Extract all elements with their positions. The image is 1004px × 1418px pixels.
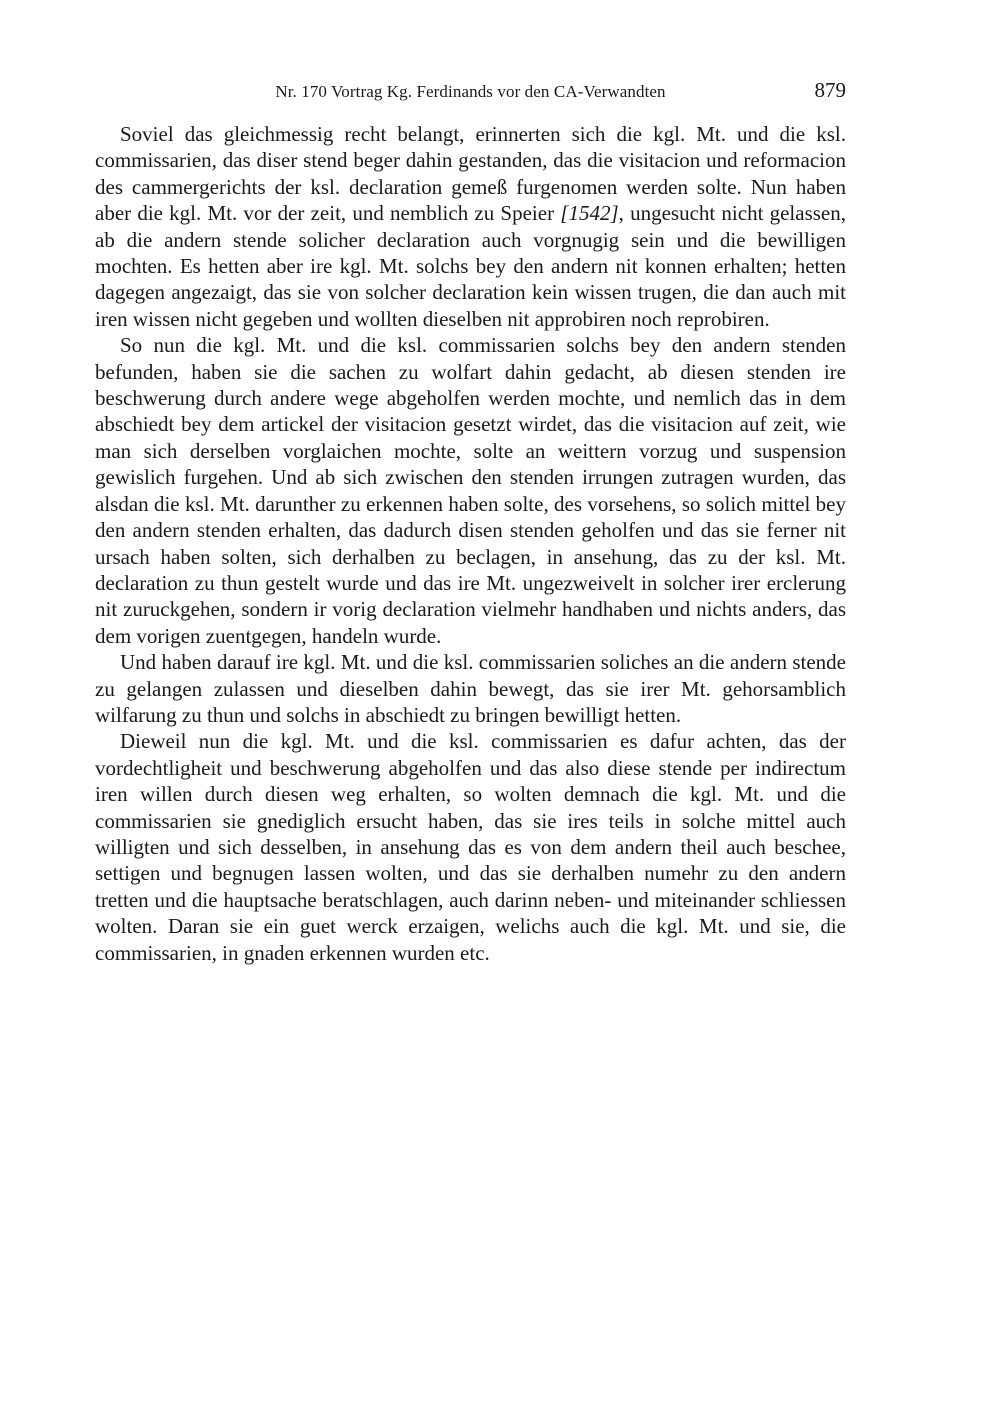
paragraph-1 <box>95 121 846 332</box>
paragraph-1-text-before: Soviel das gleichmessig recht belangt, erinnerten sich die kgl. Mt. und die ksl. commissarien, das diser stend beger dahin gestanden, das die visitacion und reformacion des cammergerichts der ksl. declaration gemeß furgenomen werden solte. Nun haben aber die kgl. Mt. vor der zeit, und nemblich zu Speier <box>95 122 846 226</box>
paragraph-3: Und haben darauf ire kgl. Mt. und die ksl. commissarien soliches an die andern stende zu gelangen zulassen und dieselben dahin bewegt, das sie irer Mt. gehorsamblich wilfarung zu thun und solchs in abschiedt zu bringen bewilligt hetten. <box>95 650 846 727</box>
page-header <box>95 78 846 108</box>
paragraph-2: So nun die kgl. Mt. und die ksl. commissarien solchs bey den andern stenden befunden, haben sie die sachen zu wolfart dahin gedacht, ab diesen stenden ire beschwerung durch andere wege abgeholfen werden mochte, und nemlich das in dem abschiedt bey dem artickel der visitacion gesetzt wirdet, das die visitacion auf zeit, wie man sich derselben vorglaichen mochte, solte an weittern vorzug und suspension gewislich furgehen. Und ab sich zwischen den stenden irrungen zutragen wurden, das alsdan die ksl. Mt. darunther zu erkennen haben solte, des vorsehens, so solich mittel bey den andern stenden erhalten, das dadurch disen stenden geholfen und das sie ferner nit ursach haben solten, sich derhalben zu beclagen, in ansehung, das zu der ksl. Mt. declaration zu thun gestelt wurde und das ire Mt. ungezweivelt in solcher irer erclerung nit zuruckgehen, sondern ir vorig declaration vielmehr handhaben und nichts anders, das dem vorigen zuentgegen, handeln wurde. <box>95 333 846 648</box>
paragraph-1-text-after: , ungesucht nicht gelassen, ab die andern stende solicher declaration auch vorgnugig sein und die bewilligen mochten. Es hetten aber ire kgl. Mt. solchs bey den andern nit konnen erhalten; hetten dagegen angezaigt, das sie von solcher declaration kein wissen trugen, die dan auch mit iren wissen nicht gegeben und wollten dieselben nit approbiren noch reprobiren. <box>95 201 846 331</box>
page-number: 879 <box>814 78 846 102</box>
running-title: Nr. 170 Vortrag Kg. Ferdinands vor den CA-Verwandten <box>275 82 666 101</box>
editorial-date-note: [1542] <box>560 201 619 226</box>
body-text <box>95 121 846 966</box>
paragraph-4: Dieweil nun die kgl. Mt. und die ksl. commissarien es dafur achten, das der vordechtligheit und beschwerung abgeholfen und das also diese stende per indirectum iren willen durch diesen weg erhalten, so wolten demnach die kgl. Mt. und die commissarien sie gnediglich ersucht haben, das sie ires teils in solche mittel auch willigten und sich desselben, in ansehung das es von dem andern theil auch beschee, settigen und begnugen lassen wolten, und das sie derhalben numehr zu den andern tretten und die hauptsache beratschlagen, auch darinn neben- und miteinander schliessen wolten. Daran sie ein guet werck erzaigen, welichs auch die kgl. Mt. und sie, die commissarien, in gnaden erkennen wurden etc. <box>95 729 846 965</box>
